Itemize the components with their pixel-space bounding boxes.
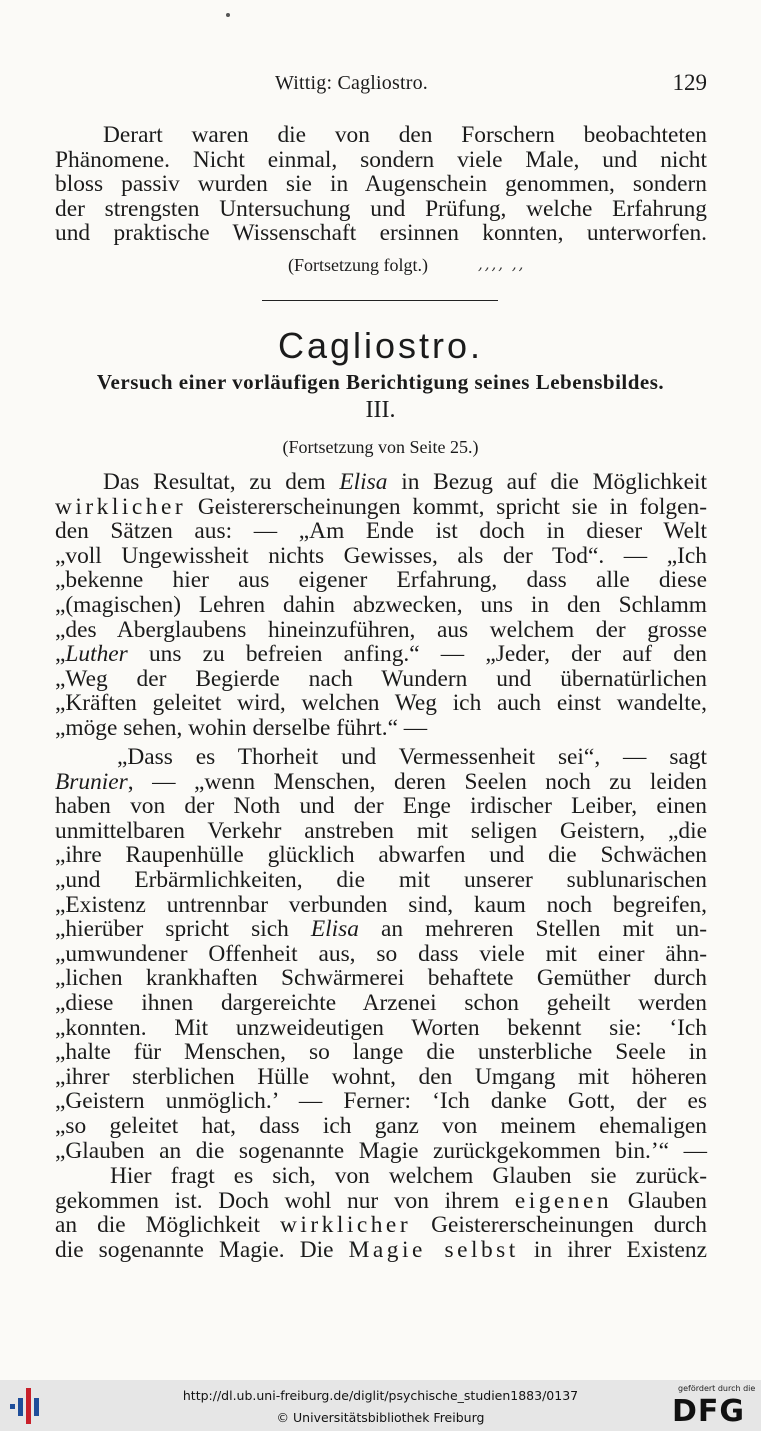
viewer-footer — [0, 1380, 761, 1431]
text-line: Derart waren die von den Forschern beobachteten — [103, 122, 707, 148]
text-line: „ihre Raupenhülle glücklich abwarfen und die Schwächen — [55, 842, 707, 869]
section-divider — [262, 300, 498, 301]
dfg-tagline: gefördert durch die — [678, 1384, 756, 1393]
text-line: „Weg der Begierde nach Wundern und übernatürlichen — [55, 665, 707, 692]
text-line: „Dass es Thorheit und Vermessenheit sei“, — sagt — [117, 744, 707, 770]
text-line: Phänomene. Nicht einmal, sondern viele Male, und nicht — [55, 146, 707, 173]
paragraph-1 — [55, 470, 707, 741]
text-line: „umwundener Offenheit aus, so dass viele mit einer ähn- — [55, 940, 707, 967]
text-line: der strengsten Untersuchung und Prüfung, welche Erfahrung — [55, 195, 707, 222]
text-line: „(magischen) Lehren dahin abzwecken, uns in den Schlamm — [55, 591, 707, 618]
dfg-logo: DFG — [672, 1394, 746, 1429]
running-head — [55, 72, 707, 102]
article-subtitle: Versuch einer vorläufigen Berichtigung seines Lebensbildes. — [96, 370, 665, 394]
text-line: gekommen ist. Doch wohl nur von ihrem eigenen Glauben — [55, 1187, 707, 1214]
text-line: „voll Ungewissheit nichts Gewisses, als der Tod“. — „Ich — [55, 542, 707, 569]
paragraph-3 — [55, 1164, 707, 1262]
text-line: „Kräften geleitet wird, welchen Weg ich auch einst wandelte, — [55, 690, 707, 717]
article-part: III. — [365, 397, 396, 423]
text-line: „konnten. Mit unzweideutigen Worten bekennt sie: ‘Ich — [55, 1014, 707, 1041]
text-line: bloss passiv wurden sie in Augenschein genommen, sondern — [55, 171, 707, 198]
text-line: „Existenz untrennbar verbunden sind, kaum noch begreifen, — [55, 891, 707, 918]
text-line: „Glauben an die sogenannte Magie zurückgekommen bin.’“ — — [55, 1137, 707, 1164]
text-line: „bekenne hier aus eigener Erfahrung, dass alle diese — [55, 567, 707, 594]
text-line: „Geistern unmöglich.’ — Ferner: ‘Ich danke Gott, der es — [55, 1088, 707, 1115]
text-line: Hier fragt es sich, von welchem Glauben sie zurück- — [110, 1163, 707, 1189]
text-line: „hierüber spricht sich Elisa an mehreren Stellen mit un- — [55, 916, 707, 943]
text-line: „ihrer sterblichen Hülle wohnt, den Umgang mit höheren — [55, 1063, 707, 1090]
text-line: an die Möglichkeit wirklicher Geistererscheinungen durch — [55, 1212, 707, 1239]
text-line: die sogenannte Magie. Die Magie selbst in ihrer Existenz — [55, 1236, 708, 1263]
text-line: „und Erbärmlichkeiten, die mit unserer sublunarischen — [55, 866, 707, 893]
source-url-link[interactable]: http://dl.ub.uni-freiburg.de/diglit/psychische_studien1883/0137 — [182, 1388, 579, 1403]
continuation-note: (Fortsetzung folgt.) — [288, 255, 428, 275]
text-line: haben von der Noth und der Enge irdischer Leiber, einen — [55, 793, 707, 820]
copyright-text: © Universitätsbibliothek Freiburg — [276, 1410, 485, 1425]
text-line: den Sätzen aus: — „Am Ende ist doch in dieser Welt — [55, 518, 707, 545]
text-line: „so geleitet hat, dass ich ganz von meinem ehemaligen — [55, 1112, 707, 1139]
running-title: Wittig: Cagliostro. — [275, 72, 428, 94]
text-line: Das Resultat, zu dem Elisa in Bezug auf die Möglichkeit — [103, 469, 708, 495]
handwritten-mark: ,,,, ,, — [478, 255, 526, 273]
text-line: Brunier, — „wenn Menschen, deren Seelen noch zu leiden — [55, 768, 707, 795]
text-line: wirklicher Geistererscheinungen kommt, spricht sie in folgen- — [55, 493, 707, 520]
ink-speck — [226, 13, 230, 17]
intro-paragraph — [55, 123, 707, 246]
text-line: „Luther uns zu befreien anfing.“ — „Jeder, der auf den — [55, 641, 707, 668]
article-title: Cagliostro. — [277, 325, 484, 366]
text-line: „diese ihnen dargereichte Arzenei schon geheilt werden — [55, 989, 707, 1016]
paragraph-2 — [55, 745, 707, 1163]
text-line: „lichen krankhaften Schwärmerei behaftete Gemüther durch — [55, 965, 707, 992]
text-line: und praktische Wissenschaft ersinnen konnten, unterworfen. — [55, 220, 707, 247]
text-line: „halte für Menschen, so lange die unsterbliche Seele in — [55, 1039, 707, 1066]
continued-from-note: (Fortsetzung von Seite 25.) — [282, 437, 479, 457]
text-line: „möge sehen, wohin derselbe führt.“ — — [55, 714, 428, 741]
text-line: „des Aberglaubens hineinzuführen, aus welchem der grosse — [55, 616, 707, 643]
page-number: 129 — [672, 70, 707, 95]
text-line: unmittelbaren Verkehr anstreben mit seligen Geistern, „die — [55, 817, 707, 844]
